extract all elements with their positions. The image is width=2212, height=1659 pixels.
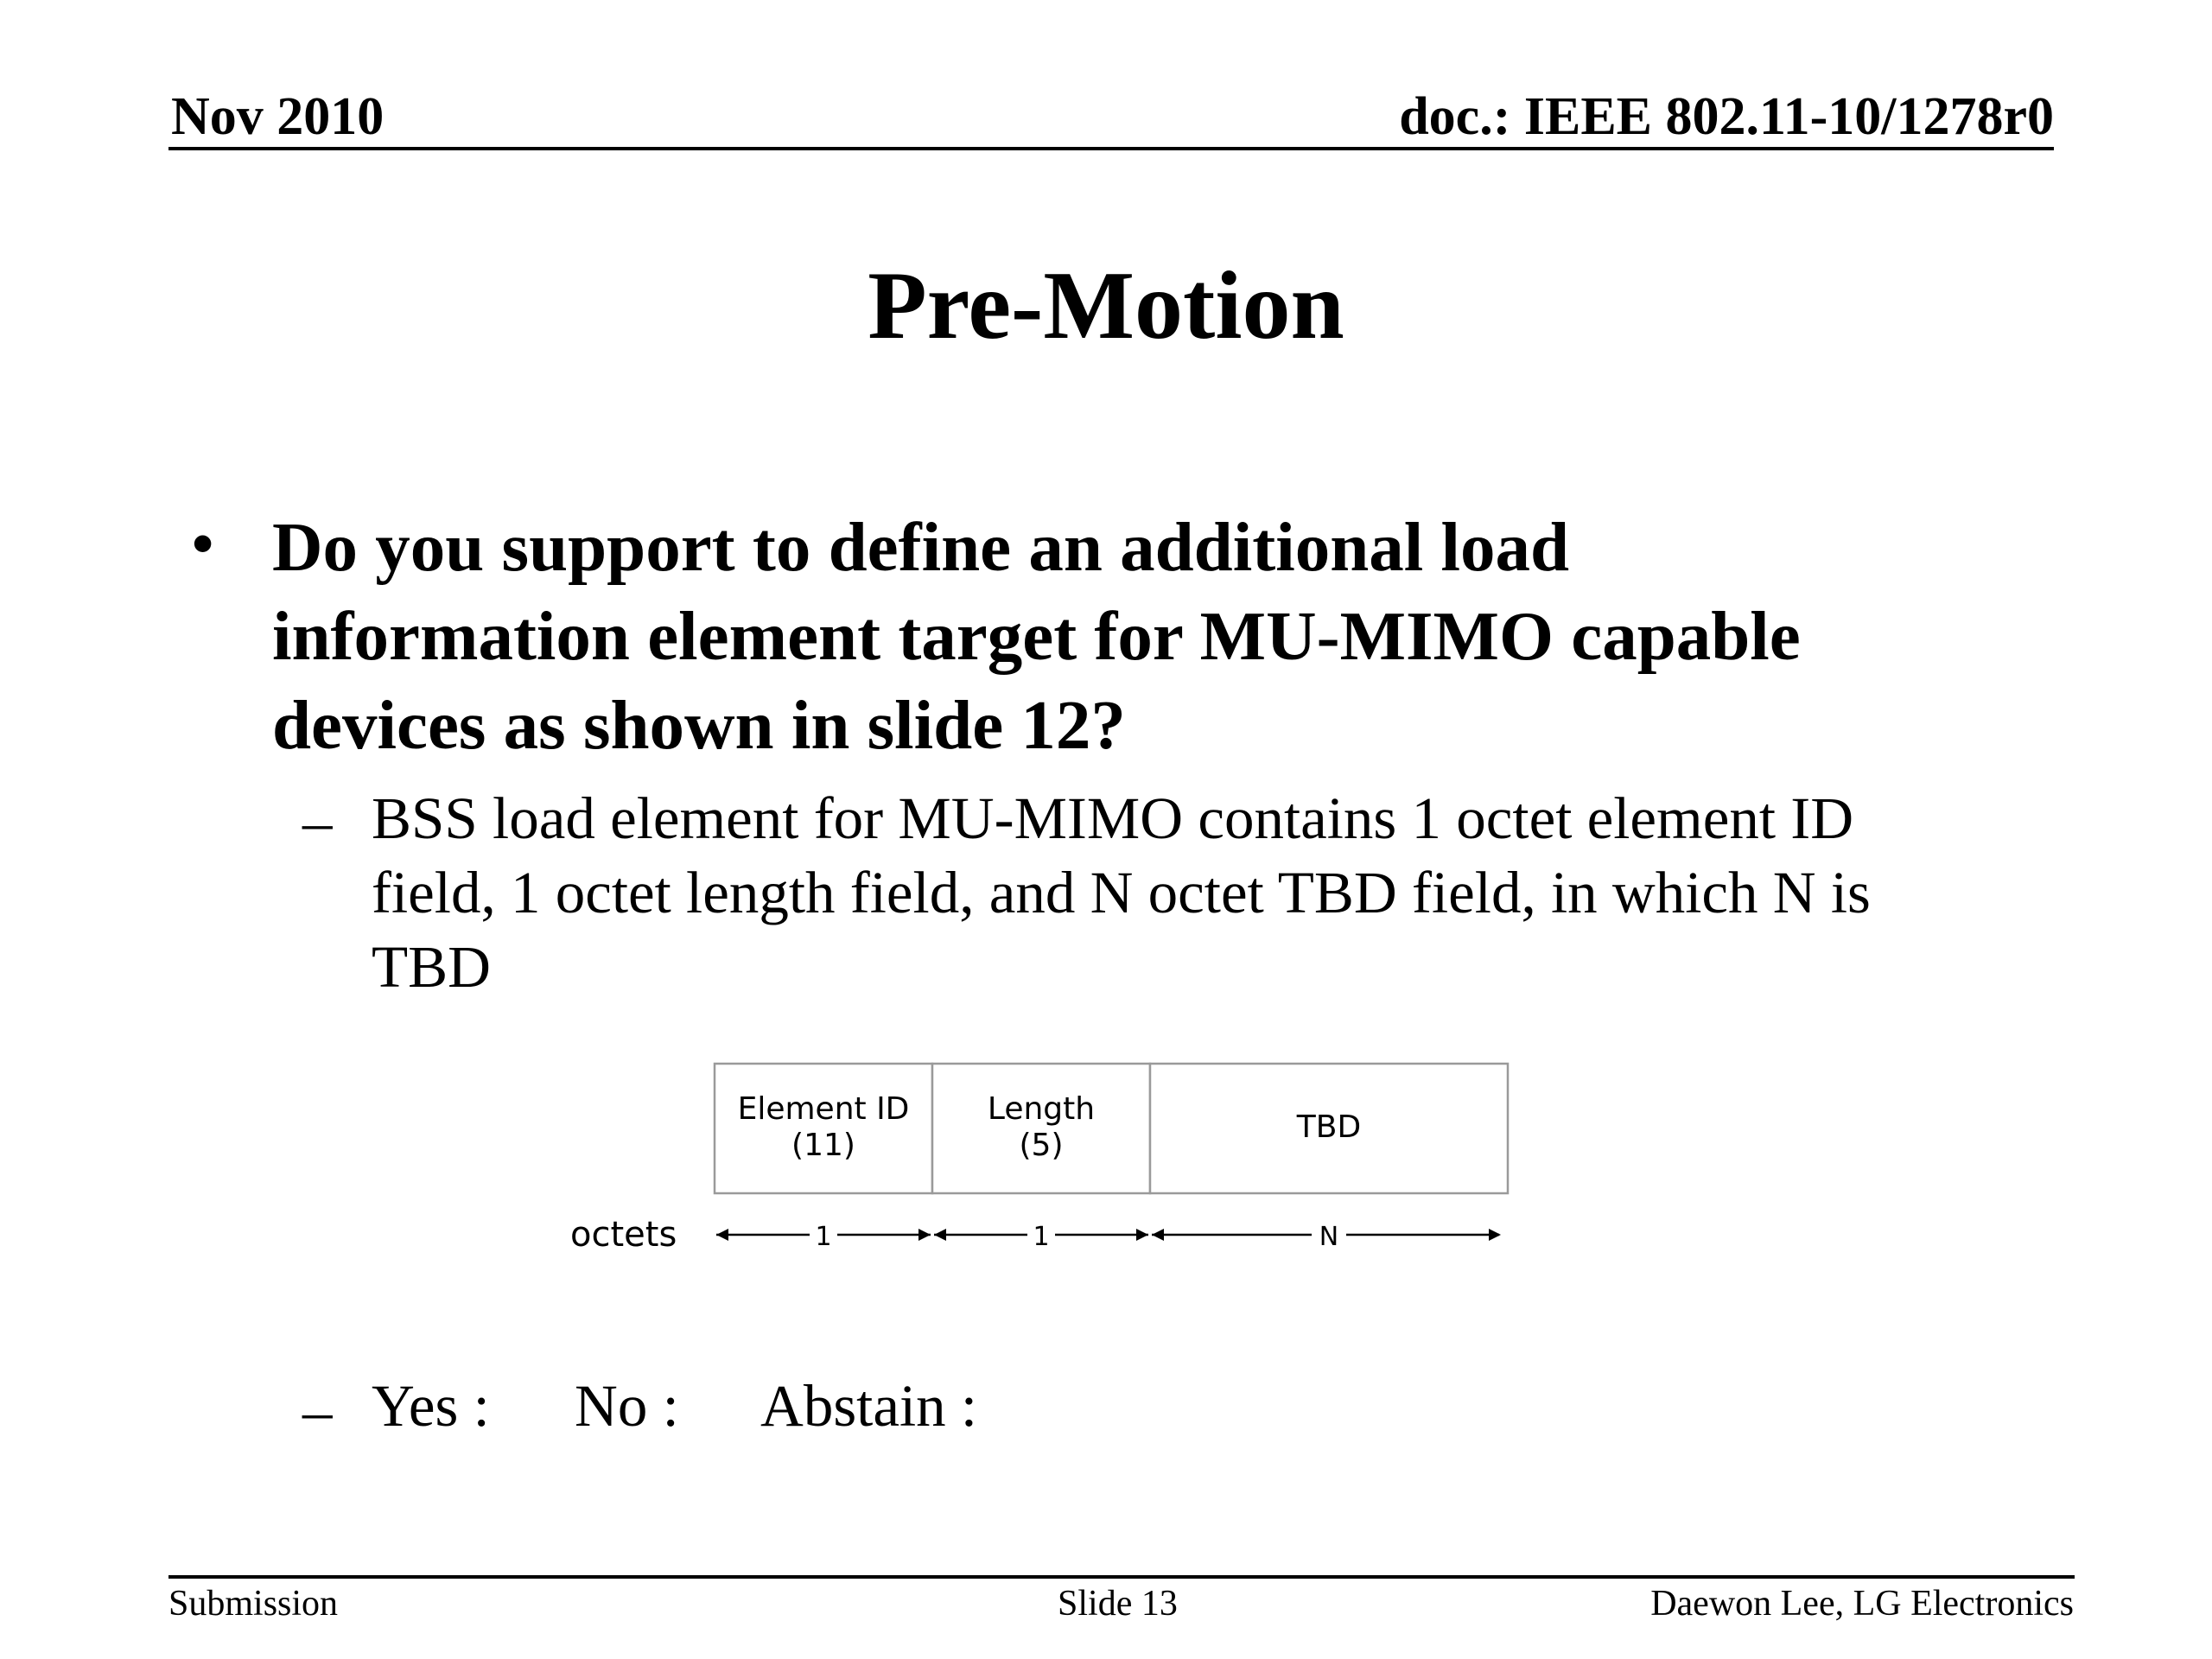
sub-bullet-marker: – [302, 789, 333, 855]
bullet-line: Do you support to define an additional load [272, 508, 1570, 586]
bullet-marker: • [192, 509, 214, 578]
octet-count: 1 [1033, 1222, 1050, 1252]
field-box-length [932, 1064, 1150, 1193]
field-box-element-id [715, 1064, 932, 1193]
arrowhead [1152, 1229, 1164, 1241]
field-name: TBD [1296, 1109, 1362, 1145]
arrowhead [1136, 1229, 1148, 1241]
bullet-line: information element target for MU-MIMO capable [272, 597, 1801, 675]
field-name: Element ID [737, 1091, 910, 1127]
slide-title: Pre-Motion [868, 252, 1344, 359]
footer-slide-number: Slide 13 [1058, 1584, 1178, 1624]
header-date: Nov 2010 [171, 87, 385, 146]
field-value: (11) [791, 1128, 855, 1163]
sub-bullet-line: BSS load element for MU-MIMO contains 1 octet element ID [372, 785, 1854, 851]
vote-no: No : [575, 1373, 679, 1439]
footer-submission: Submission [168, 1584, 339, 1624]
footer-rule [168, 1575, 2075, 1579]
arrowhead [1489, 1229, 1501, 1241]
header-doc-id: doc.: IEEE 802.11-10/1278r0 [1399, 87, 2054, 146]
octet-count: 1 [815, 1222, 832, 1252]
bullet-line: devices as shown in slide 12? [272, 686, 1126, 764]
field-value: (5) [1019, 1128, 1064, 1163]
field-box-tbd [1150, 1064, 1508, 1193]
arrowhead [934, 1229, 946, 1241]
field-name: Length [987, 1091, 1096, 1127]
arrowhead [918, 1229, 931, 1241]
octet-count: N [1319, 1222, 1339, 1252]
footer-author: Daewon Lee, LG Electronics [1650, 1584, 2074, 1624]
octets-label: octets [570, 1215, 677, 1255]
vote-marker: – [302, 1378, 333, 1444]
sub-bullet-line: field, 1 octet length field, and N octet TBD field, in which N is [372, 860, 1871, 925]
sub-bullet-line: TBD [372, 934, 491, 1000]
vote-yes: Yes : [372, 1373, 490, 1439]
arrowhead [716, 1229, 728, 1241]
vote-abstain: Abstain : [760, 1373, 978, 1439]
